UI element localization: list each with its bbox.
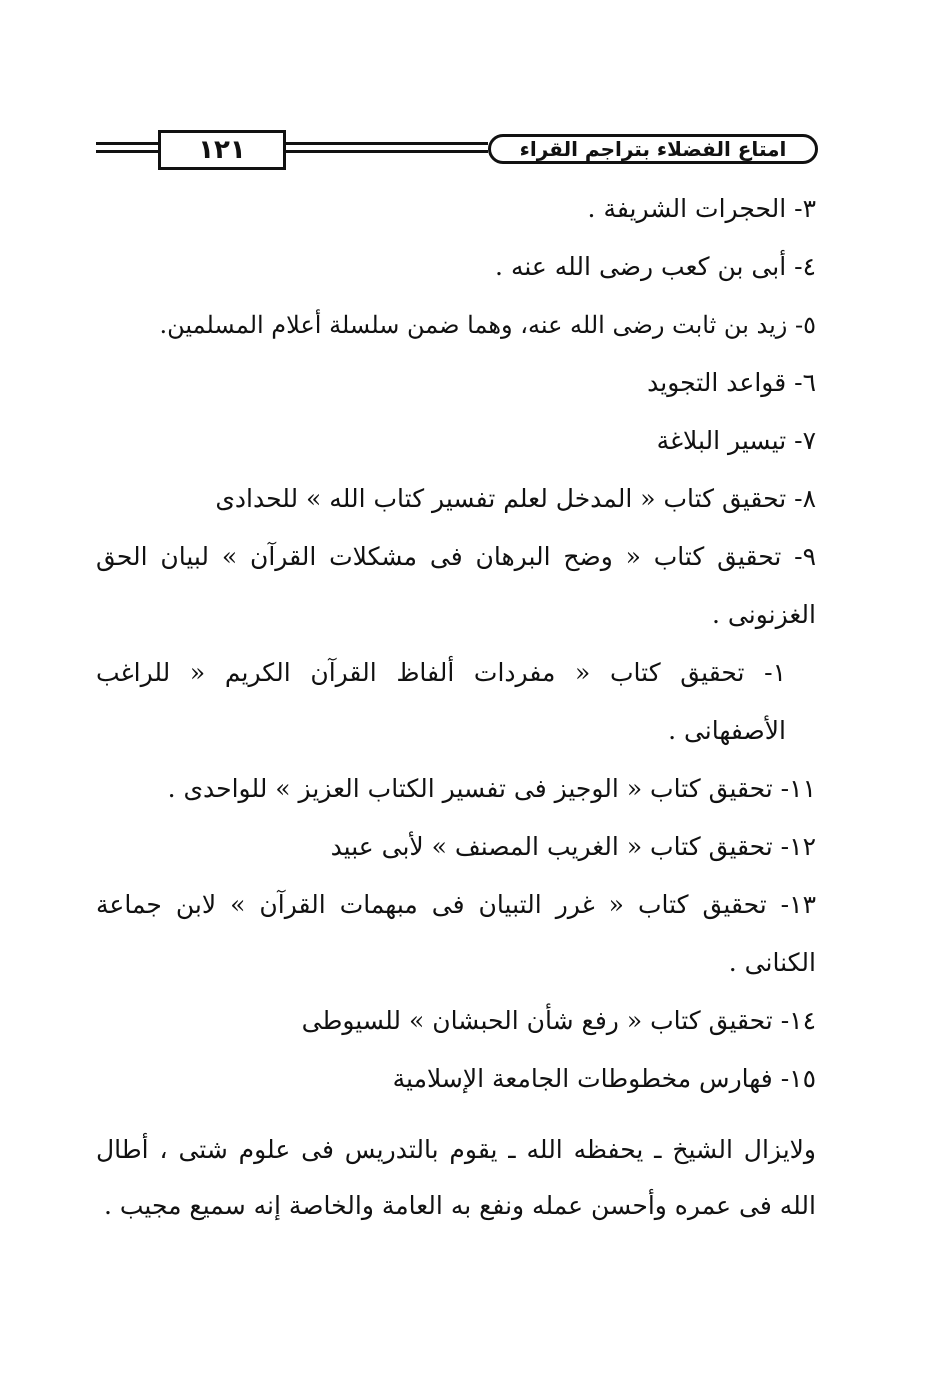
list-item: ١٣- تحقيق كتاب « غرر التبيان فى مبهمات القرآن » لابن جماعة الكنانى . bbox=[96, 890, 816, 977]
header-rule bbox=[286, 150, 488, 153]
list-item: ٩- تحقيق كتاب « وضح البرهان فى مشكلات القرآن » لبيان الحق الغزنونى . bbox=[96, 542, 816, 629]
page-number: ١٢١ bbox=[158, 130, 286, 170]
list-item: ١- تحقيق كتاب « مفردات ألفاظ القرآن الكريم « للراغب الأصفهانى . bbox=[96, 658, 786, 745]
book-title: امتاع الفضلاء بتراجم القراء bbox=[488, 134, 818, 164]
list-item: ١١- تحقيق كتاب « الوجيز فى تفسير الكتاب العزيز » للواحدى . bbox=[167, 774, 816, 803]
closing-paragraph: ولايزال الشيخ ـ يحفظه الله ـ يقوم بالتدريس فى علوم شتى ، أطال الله فى عمره وأحسن عمله ونفع به العامة والخاصة إنه سميع مجيب . bbox=[96, 1135, 816, 1220]
header-rule bbox=[96, 150, 158, 153]
running-header bbox=[96, 132, 826, 172]
header-rule bbox=[286, 142, 488, 145]
list-item: ٧- تيسير البلاغة bbox=[656, 426, 816, 455]
list-item: ٦- قواعد التجويد bbox=[647, 368, 816, 397]
list-item: ١٢- تحقيق كتاب « الغريب المصنف » لأبى عبيد bbox=[330, 832, 816, 861]
page-body bbox=[96, 180, 816, 1234]
list-item: ١٤- تحقيق كتاب « رفع شأن الحبشان » للسيوطى bbox=[301, 1006, 816, 1035]
list-item: ٣- الحجرات الشريفة . bbox=[587, 194, 816, 223]
header-rule bbox=[96, 142, 158, 145]
list-item: ٤- أبى بن كعب رضى الله عنه . bbox=[495, 252, 816, 281]
list-item: ٨- تحقيق كتاب « المدخل لعلم تفسير كتاب الله » للحدادى bbox=[215, 484, 816, 513]
list-item: ٥- زيد بن ثابت رضى الله عنه، وهما ضمن سلسلة أعلام المسلمين. bbox=[159, 311, 816, 339]
list-item: ١٥- فهارس مخطوطات الجامعة الإسلامية bbox=[392, 1064, 816, 1093]
